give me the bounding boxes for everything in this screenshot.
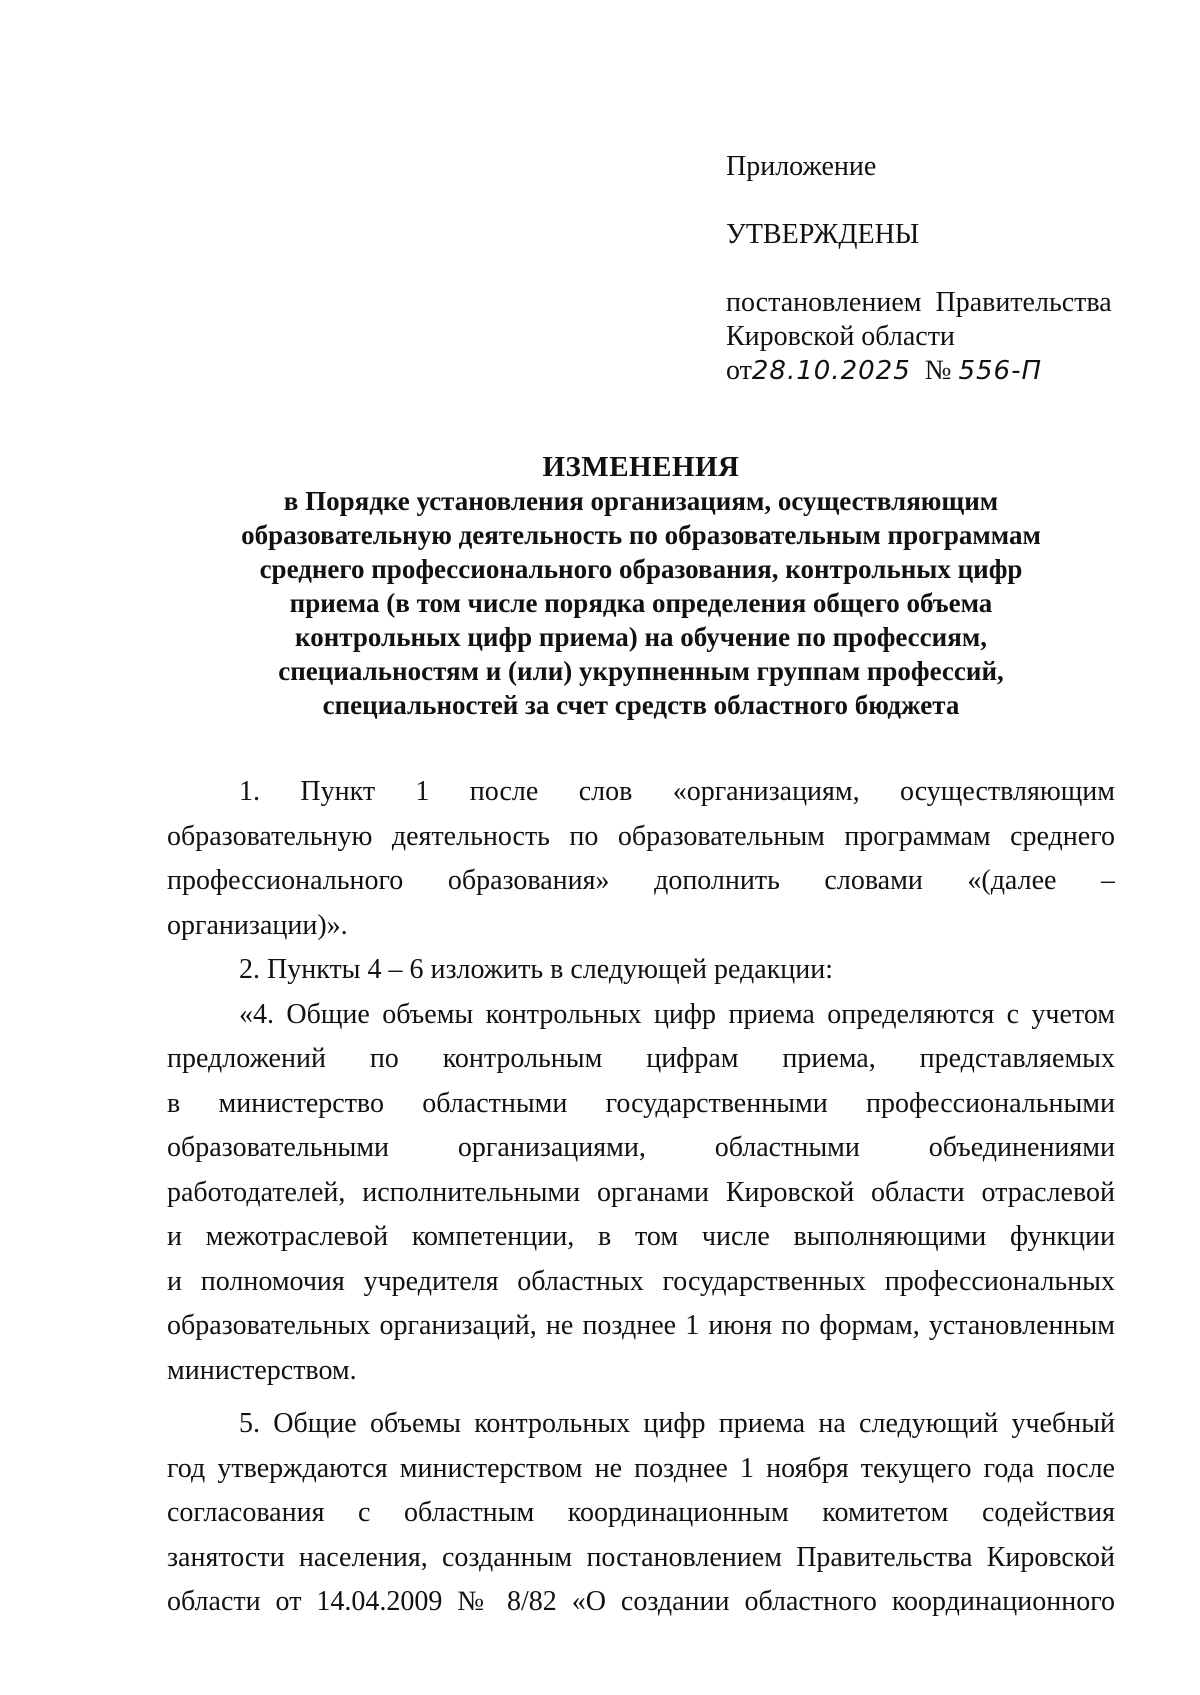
paragraph-line: организации)».: [167, 909, 348, 941]
paragraph-line: 1. Пункт 1 после слов «организациям, осуществляющим: [239, 776, 1115, 807]
paragraph-line: согласования с областным координационным комитетом содействия: [167, 1497, 1115, 1528]
handwritten-number: 556-П: [958, 356, 1043, 386]
title-line: образовательную деятельность по образовательным программам: [241, 520, 1041, 550]
handwritten-date: 28.10.2025: [751, 356, 911, 386]
paragraph-line: и полномочия учредителя областных государственных профессиональных: [167, 1265, 1115, 1297]
date-prefix: от: [726, 355, 752, 386]
document-title: [150, 450, 1132, 722]
paragraph-line: год утверждаются министерством не позднее 1 ноября текущего года после: [167, 1452, 1115, 1484]
title-line: в Порядке установления организациям, осуществляющим: [283, 486, 999, 516]
paragraph-line: и межотраслевой компетенции, в том числе выполняющими функции: [167, 1221, 1115, 1252]
paragraph-line: работодателей, исполнительными органами Кировской области отраслевой: [167, 1176, 1115, 1208]
title-line: приема (в том числе порядка определения общего объема: [289, 588, 993, 618]
decree-date-number: [726, 354, 1126, 388]
paragraph-line: области от 14.04.2009 № 8/82 «О создании областного координационного: [167, 1586, 1115, 1617]
approval-block: [726, 150, 1126, 388]
approved-label: УТВЕРЖДЕНЫ: [726, 219, 920, 250]
paragraph-line: занятости населения, созданным постановлением Правительства Кировской: [167, 1541, 1115, 1573]
paragraph-line: предложений по контрольным цифрам приема, представляемых: [167, 1043, 1115, 1074]
paragraph-line: министерством.: [167, 1354, 357, 1386]
paragraph-line: образовательную деятельность по образовательным программам среднего: [167, 820, 1115, 852]
paragraph-line: 2. Пункты 4 – 6 изложить в следующей редакции:: [239, 954, 834, 985]
paragraph-line: профессионального образования» дополнить словами «(далее –: [167, 865, 1115, 896]
appendix-label: Приложение: [726, 151, 877, 182]
title-line: специальностям и (или) укрупненным группам профессий,: [278, 656, 1004, 686]
paragraph-line: образовательными организациями, областными объединениями: [167, 1132, 1115, 1163]
decree-line-1: постановлением Правительства: [726, 287, 1112, 318]
decree-line-2: Кировской области: [726, 321, 955, 352]
number-sign: №: [924, 355, 952, 386]
paragraph-line: в министерство областными государственными профессиональными: [167, 1087, 1115, 1119]
title-line: контрольных цифр приема) на обучение по профессиям,: [295, 622, 987, 652]
title-line: среднего профессионального образования, контрольных цифр: [259, 554, 1023, 584]
paragraph-line: «4. Общие объемы контрольных цифр приема определяются с учетом: [239, 998, 1115, 1030]
document-body: [167, 770, 1115, 1625]
title-line: специальностей за счет средств областного бюджета: [322, 690, 960, 720]
paragraph-line: образовательных организаций, не позднее 1 июня по формам, установленным: [167, 1310, 1115, 1341]
paragraph-line: 5. Общие объемы контрольных цифр приема на следующий учебный: [239, 1408, 1115, 1439]
title-heading: ИЗМЕНЕНИЯ: [542, 451, 740, 483]
